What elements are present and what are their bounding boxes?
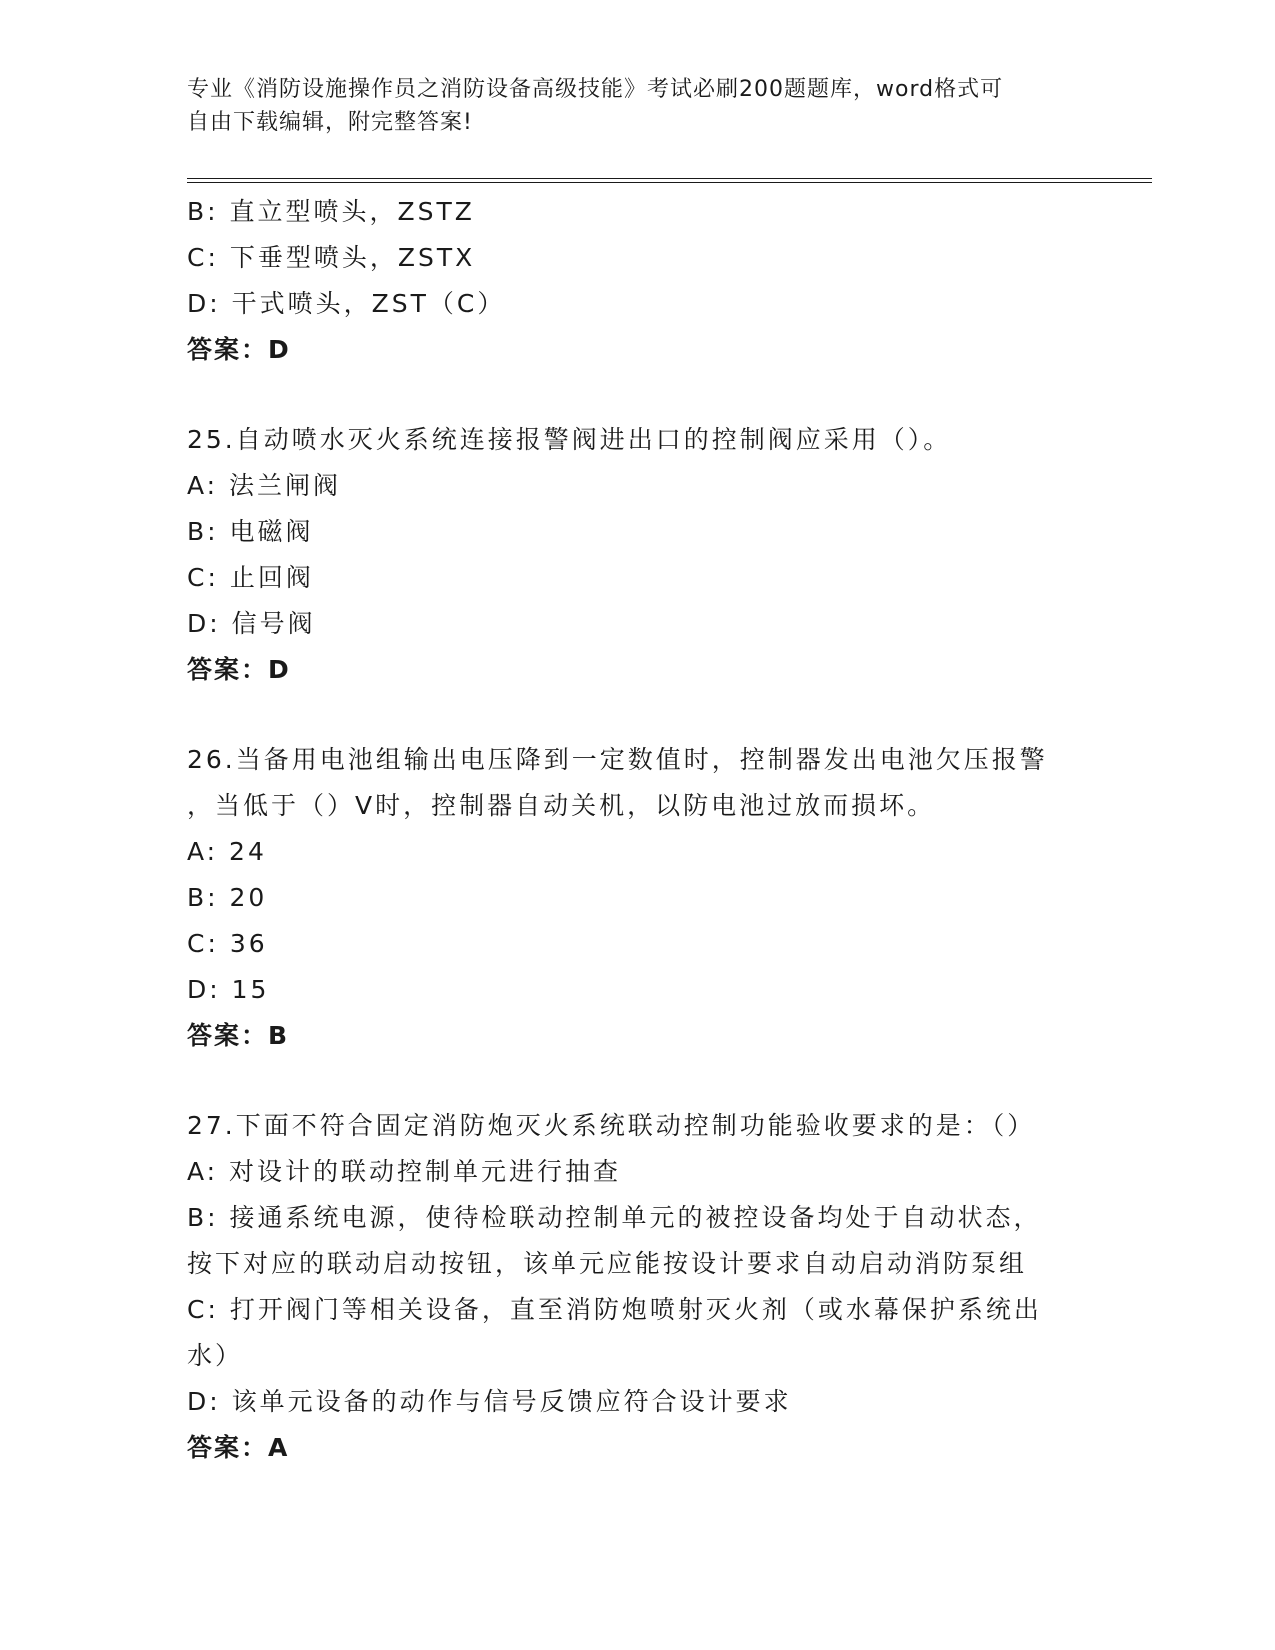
answer: 答案：B bbox=[187, 1021, 290, 1050]
header-rule-top bbox=[187, 178, 1152, 179]
option-b: B: 接通系统电源，使待检联动控制单元的被控设备均处于自动状态， bbox=[187, 1203, 1042, 1232]
question-stem: 25.自动喷水灭火系统连接报警阀进出口的控制阀应采用（）。 bbox=[187, 425, 952, 454]
option-c: C: 36 bbox=[187, 929, 268, 958]
option-a: A: 24 bbox=[187, 837, 267, 866]
header-rule-bottom bbox=[187, 182, 1152, 183]
question-body bbox=[187, 189, 1087, 1471]
option-d: D: 信号阀 bbox=[187, 609, 316, 638]
question-stem: 26.当备用电池组输出电压降到一定数值时，控制器发出电池欠压报警 bbox=[187, 745, 1048, 774]
question-24-carryover bbox=[187, 189, 1087, 373]
answer: 答案：D bbox=[187, 655, 291, 684]
option-b: B: 直立型喷头，ZSTZ bbox=[187, 197, 475, 226]
question-25 bbox=[187, 417, 1087, 693]
option-d: D: 15 bbox=[187, 975, 270, 1004]
option-a: A: 对设计的联动控制单元进行抽查 bbox=[187, 1157, 622, 1186]
option-b: B: 20 bbox=[187, 883, 268, 912]
option-c-continued: 水） bbox=[187, 1341, 244, 1370]
question-stem: 27.下面不符合固定消防炮灭火系统联动控制功能验收要求的是：（） bbox=[187, 1111, 1036, 1140]
option-c: C: 止回阀 bbox=[187, 563, 314, 592]
header-line-1: 专业《消防设施操作员之消防设备高级技能》考试必刷200题题库，word格式可 bbox=[187, 77, 1004, 102]
option-d: D: 干式喷头，ZST（C） bbox=[187, 289, 506, 318]
option-b: B: 电磁阀 bbox=[187, 517, 314, 546]
option-a: A: 法兰闸阀 bbox=[187, 471, 342, 500]
question-27 bbox=[187, 1103, 1087, 1471]
question-stem-continued: ，当低于（）V时，控制器自动关机，以防电池过放而损坏。 bbox=[187, 791, 936, 820]
header-line-2: 自由下载编辑，附完整答案! bbox=[187, 110, 473, 135]
answer: 答案：A bbox=[187, 1433, 290, 1462]
option-c: C: 下垂型喷头，ZSTX bbox=[187, 243, 476, 272]
option-c: C: 打开阀门等相关设备，直至消防炮喷射灭火剂（或水幕保护系统出 bbox=[187, 1295, 1042, 1324]
option-b-continued: 按下对应的联动启动按钮，该单元应能按设计要求自动启动消防泵组 bbox=[187, 1249, 1028, 1278]
option-d: D: 该单元设备的动作与信号反馈应符合设计要求 bbox=[187, 1387, 792, 1416]
answer: 答案：D bbox=[187, 335, 291, 364]
question-26 bbox=[187, 737, 1087, 1059]
document-header bbox=[187, 73, 1087, 139]
